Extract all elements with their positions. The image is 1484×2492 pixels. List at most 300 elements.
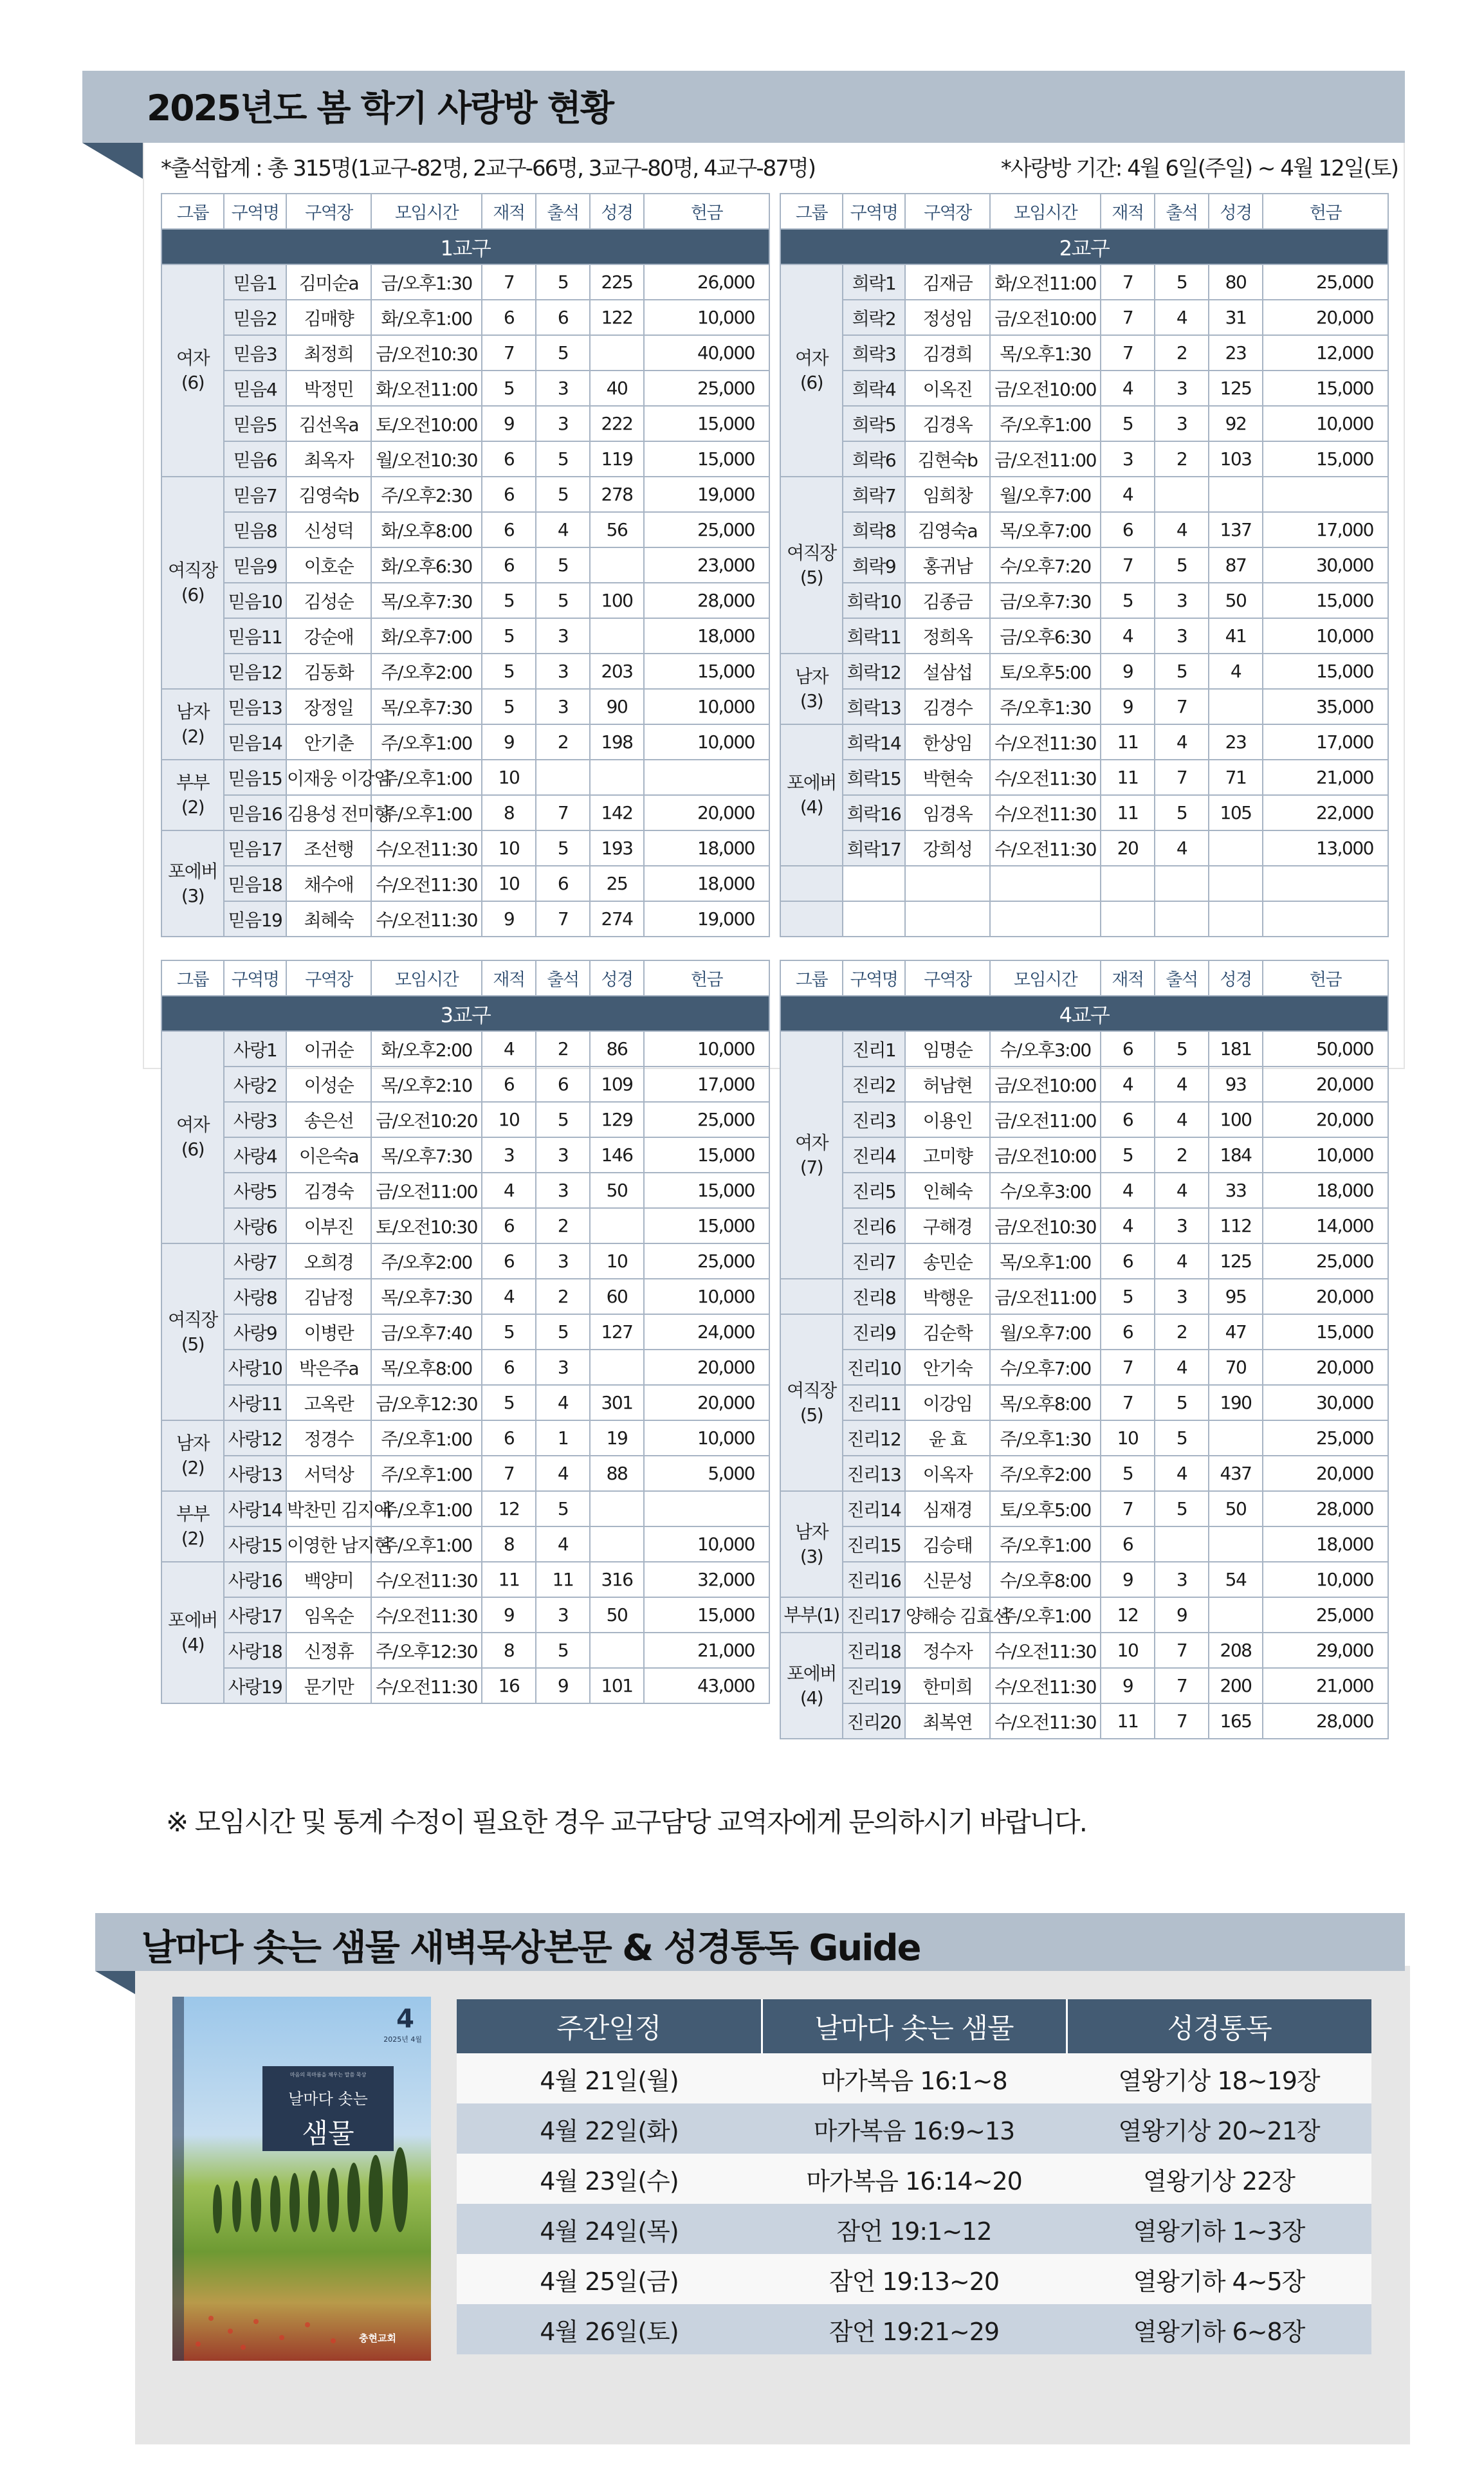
column-header: 그룹 bbox=[161, 960, 224, 996]
offering-amount: 25,000 bbox=[1263, 264, 1388, 300]
table-row bbox=[161, 1102, 769, 1137]
attendance-count: 7 bbox=[1155, 1668, 1209, 1703]
area-name: 진리2 bbox=[843, 1067, 905, 1102]
attendance-count: 5 bbox=[536, 335, 590, 371]
bible-count: 25 bbox=[590, 866, 644, 901]
table-row bbox=[161, 1633, 769, 1668]
offering-amount: 15,000 bbox=[644, 406, 769, 441]
guide-title: 날마다 솟는 샘물 새벽묵상본문 & 성경통독 Guide bbox=[142, 1927, 921, 1969]
enrolled-count: 9 bbox=[1101, 689, 1155, 724]
enrolled-count: 4 bbox=[1101, 371, 1155, 406]
enrolled-count: 8 bbox=[482, 1633, 536, 1668]
bible-count: 33 bbox=[1209, 1173, 1263, 1208]
leader-name: 신정휴 bbox=[286, 1633, 371, 1668]
column-header: 헌금 bbox=[644, 960, 769, 996]
area-name: 사랑7 bbox=[224, 1243, 286, 1279]
bible-count bbox=[590, 1491, 644, 1526]
meeting-time: 토/오후5:00 bbox=[990, 1491, 1101, 1526]
bible-count: 105 bbox=[1209, 795, 1263, 830]
offering-amount: 12,000 bbox=[1263, 335, 1388, 371]
meeting-time: 화/오전11:00 bbox=[990, 264, 1101, 300]
area-name: 사랑10 bbox=[224, 1350, 286, 1385]
area-name: 진리13 bbox=[843, 1456, 905, 1491]
attendance-count: 2 bbox=[536, 724, 590, 760]
offering-amount: 20,000 bbox=[1263, 1279, 1388, 1314]
leader-name: 박정민 bbox=[286, 371, 371, 406]
table-row bbox=[161, 1385, 769, 1420]
attendance-count: 5 bbox=[536, 1102, 590, 1137]
bible-count: 103 bbox=[1209, 441, 1263, 477]
bible-count: 31 bbox=[1209, 300, 1263, 335]
enrolled-count: 11 bbox=[1101, 1703, 1155, 1739]
area-name: 믿음1 bbox=[224, 264, 286, 300]
bible-count: 95 bbox=[1209, 1279, 1263, 1314]
church-logo: 충현교회 bbox=[359, 2332, 396, 2344]
enrolled-count: 6 bbox=[482, 512, 536, 547]
area-name: 진리5 bbox=[843, 1173, 905, 1208]
table-row bbox=[161, 264, 769, 300]
meeting-time: 주/오후1:30 bbox=[990, 689, 1101, 724]
leader-name: 강희성 bbox=[905, 830, 990, 866]
leader-name: 이영한 남지현 bbox=[286, 1526, 371, 1562]
group-label: 남자 (2) bbox=[161, 1420, 224, 1491]
offering-amount: 35,000 bbox=[1263, 689, 1388, 724]
attendance-count: 3 bbox=[1155, 1279, 1209, 1314]
meeting-time: 화/오후2:00 bbox=[371, 1031, 482, 1067]
attendance-count: 5 bbox=[536, 547, 590, 583]
empty-cell bbox=[990, 866, 1101, 901]
offering-amount: 17,000 bbox=[1263, 512, 1388, 547]
column-header: 구역장 bbox=[286, 960, 371, 996]
attendance-count: 3 bbox=[1155, 371, 1209, 406]
leader-name: 신성덕 bbox=[286, 512, 371, 547]
group-label: 포에버 (4) bbox=[161, 1562, 224, 1703]
table-row bbox=[780, 1067, 1388, 1102]
attendance-count: 4 bbox=[1155, 1067, 1209, 1102]
column-header: 모임시간 bbox=[371, 960, 482, 996]
leader-name: 안기숙 bbox=[905, 1350, 990, 1385]
area-name: 희락4 bbox=[843, 371, 905, 406]
enrolled-count: 9 bbox=[1101, 1668, 1155, 1703]
area-name: 진리9 bbox=[843, 1314, 905, 1350]
meeting-time: 금/오전10:00 bbox=[990, 300, 1101, 335]
area-name: 희락12 bbox=[843, 654, 905, 689]
leader-name: 김매향 bbox=[286, 300, 371, 335]
leader-name: 최정희 bbox=[286, 335, 371, 371]
enrolled-count: 5 bbox=[482, 618, 536, 654]
table-row bbox=[780, 1633, 1388, 1668]
leader-name: 한미희 bbox=[905, 1668, 990, 1703]
attendance-count: 5 bbox=[536, 1491, 590, 1526]
offering-amount: 18,000 bbox=[1263, 1173, 1388, 1208]
column-header: 구역장 bbox=[286, 194, 371, 229]
table-row bbox=[780, 1137, 1388, 1173]
guide-bible-reading: 열왕기상 20~21장 bbox=[1067, 2103, 1371, 2154]
area-name: 희락2 bbox=[843, 300, 905, 335]
area-name: 진리15 bbox=[843, 1526, 905, 1562]
table-row bbox=[161, 371, 769, 406]
table-row bbox=[161, 1350, 769, 1385]
table-row bbox=[780, 264, 1388, 300]
leader-name: 임희창 bbox=[905, 477, 990, 512]
empty-row bbox=[780, 901, 1388, 937]
meeting-time: 수/오전11:30 bbox=[371, 1562, 482, 1597]
bible-count: 203 bbox=[590, 654, 644, 689]
bible-count: 142 bbox=[590, 795, 644, 830]
leader-name: 김동화 bbox=[286, 654, 371, 689]
leader-name: 김재금 bbox=[905, 264, 990, 300]
bible-count: 137 bbox=[1209, 512, 1263, 547]
area-name: 믿음6 bbox=[224, 441, 286, 477]
bible-count: 301 bbox=[590, 1385, 644, 1420]
offering-amount: 15,000 bbox=[1263, 583, 1388, 618]
bible-count: 109 bbox=[590, 1067, 644, 1102]
empty-cell bbox=[1155, 866, 1209, 901]
leader-name: 김영숙a bbox=[905, 512, 990, 547]
guide-fold-decoration bbox=[95, 1971, 135, 1994]
table-row bbox=[161, 1491, 769, 1526]
attendance-count: 4 bbox=[536, 1385, 590, 1420]
meeting-time: 주/오후1:00 bbox=[371, 760, 482, 795]
leader-name: 임옥순 bbox=[286, 1597, 371, 1633]
offering-amount: 28,000 bbox=[1263, 1491, 1388, 1526]
meeting-time: 수/오후7:00 bbox=[990, 1350, 1101, 1385]
cover-title-line1: 날마다 솟는 bbox=[288, 2090, 368, 2108]
bible-count: 225 bbox=[590, 264, 644, 300]
empty-cell bbox=[780, 901, 843, 937]
parish-4-table bbox=[780, 960, 1389, 1739]
table-row bbox=[161, 618, 769, 654]
offering-amount: 50,000 bbox=[1263, 1031, 1388, 1067]
enrolled-count: 6 bbox=[1101, 512, 1155, 547]
table-row bbox=[161, 1420, 769, 1456]
column-header: 구역장 bbox=[905, 194, 990, 229]
enrolled-count: 6 bbox=[482, 1350, 536, 1385]
attendance-count: 2 bbox=[536, 1208, 590, 1243]
offering-amount: 29,000 bbox=[1263, 1633, 1388, 1668]
bible-count bbox=[590, 1350, 644, 1385]
column-header: 재적 bbox=[482, 194, 536, 229]
table-row bbox=[780, 1173, 1388, 1208]
offering-amount: 17,000 bbox=[1263, 724, 1388, 760]
attendance-count: 5 bbox=[536, 1314, 590, 1350]
guide-bible-reading: 열왕기상 18~19장 bbox=[1067, 2053, 1371, 2103]
attendance-count: 5 bbox=[1155, 1031, 1209, 1067]
bible-count: 198 bbox=[590, 724, 644, 760]
column-header: 모임시간 bbox=[371, 194, 482, 229]
attendance-count: 5 bbox=[1155, 547, 1209, 583]
column-header: 헌금 bbox=[1263, 194, 1388, 229]
bible-count: 88 bbox=[590, 1456, 644, 1491]
bible-count: 87 bbox=[1209, 547, 1263, 583]
leader-name: 이호순 bbox=[286, 547, 371, 583]
guide-devotional-passage: 마가복음 16:9~13 bbox=[762, 2103, 1067, 2154]
meeting-time: 주/오후1:30 bbox=[990, 1420, 1101, 1456]
area-name: 희락9 bbox=[843, 547, 905, 583]
group-label: 포에버 (4) bbox=[780, 1633, 843, 1739]
area-name: 사랑9 bbox=[224, 1314, 286, 1350]
cover-month: 4 bbox=[396, 2004, 414, 2034]
meeting-time: 목/오후7:30 bbox=[371, 689, 482, 724]
leader-name: 김순학 bbox=[905, 1314, 990, 1350]
attendance-count: 3 bbox=[536, 654, 590, 689]
bible-count bbox=[1209, 1597, 1263, 1633]
meeting-time: 주/오후2:00 bbox=[990, 1456, 1101, 1491]
offering-amount: 20,000 bbox=[644, 795, 769, 830]
meeting-time: 목/오후8:00 bbox=[990, 1385, 1101, 1420]
bible-count: 50 bbox=[1209, 583, 1263, 618]
enrolled-count: 6 bbox=[1101, 1243, 1155, 1279]
bible-count: 50 bbox=[590, 1597, 644, 1633]
table-row bbox=[780, 371, 1388, 406]
empty-cell bbox=[1263, 866, 1388, 901]
attendance-count: 5 bbox=[1155, 1385, 1209, 1420]
enrolled-count: 12 bbox=[1101, 1597, 1155, 1633]
parish-name: 1교구 bbox=[161, 229, 769, 264]
offering-amount: 15,000 bbox=[644, 654, 769, 689]
area-name: 사랑5 bbox=[224, 1173, 286, 1208]
bible-count: 4 bbox=[1209, 654, 1263, 689]
leader-name: 김영숙b bbox=[286, 477, 371, 512]
area-name: 믿음11 bbox=[224, 618, 286, 654]
attendance-count: 3 bbox=[1155, 583, 1209, 618]
offering-amount: 25,000 bbox=[644, 371, 769, 406]
leader-name: 신문성 bbox=[905, 1562, 990, 1597]
enrolled-count: 7 bbox=[482, 1456, 536, 1491]
area-name: 믿음18 bbox=[224, 866, 286, 901]
guide-devotional-passage: 잠언 19:21~29 bbox=[762, 2304, 1067, 2354]
offering-amount: 14,000 bbox=[1263, 1208, 1388, 1243]
meeting-time: 수/오전11:30 bbox=[371, 901, 482, 937]
leader-name: 이부진 bbox=[286, 1208, 371, 1243]
meeting-time: 주/오후1:00 bbox=[990, 406, 1101, 441]
meeting-time: 금/오전11:00 bbox=[990, 441, 1101, 477]
enrolled-count: 5 bbox=[1101, 1137, 1155, 1173]
offering-amount: 15,000 bbox=[644, 1137, 769, 1173]
leader-name: 안기춘 bbox=[286, 724, 371, 760]
cover-tagline: 마음의 목마름을 채우는 말씀 묵상 bbox=[289, 2072, 367, 2078]
group-label: 남자 (2) bbox=[161, 689, 224, 760]
attendance-count: 2 bbox=[1155, 441, 1209, 477]
offering-amount: 15,000 bbox=[1263, 1314, 1388, 1350]
area-name: 사랑13 bbox=[224, 1456, 286, 1491]
group-label: 여직장 (6) bbox=[161, 477, 224, 689]
offering-amount: 18,000 bbox=[1263, 1526, 1388, 1562]
enrolled-count: 10 bbox=[482, 866, 536, 901]
attendance-count: 5 bbox=[536, 1633, 590, 1668]
bible-count: 80 bbox=[1209, 264, 1263, 300]
attendance-count: 3 bbox=[536, 371, 590, 406]
offering-amount: 25,000 bbox=[1263, 1420, 1388, 1456]
column-header: 출석 bbox=[536, 194, 590, 229]
area-name: 진리1 bbox=[843, 1031, 905, 1067]
meeting-time: 금/오후7:40 bbox=[371, 1314, 482, 1350]
group-label: 포에버 (3) bbox=[161, 830, 224, 937]
guide-date: 4월 26일(토) bbox=[457, 2304, 762, 2354]
table-row bbox=[780, 1279, 1388, 1314]
offering-amount: 10,000 bbox=[644, 1031, 769, 1067]
leader-name: 이귀순 bbox=[286, 1031, 371, 1067]
guide-header bbox=[95, 1913, 1405, 1971]
meeting-time: 목/오후2:10 bbox=[371, 1067, 482, 1102]
guide-date: 4월 25일(금) bbox=[457, 2254, 762, 2304]
area-name: 사랑11 bbox=[224, 1385, 286, 1420]
parish-name: 3교구 bbox=[161, 996, 769, 1031]
bible-count: 50 bbox=[1209, 1491, 1263, 1526]
table-row bbox=[161, 866, 769, 901]
leader-name: 정수자 bbox=[905, 1633, 990, 1668]
leader-name: 구해경 bbox=[905, 1208, 990, 1243]
group-label: 여직장 (5) bbox=[780, 477, 843, 654]
cypress-trees-illustration bbox=[172, 1997, 431, 2361]
area-name: 희락8 bbox=[843, 512, 905, 547]
area-name: 사랑3 bbox=[224, 1102, 286, 1137]
table-row bbox=[780, 1314, 1388, 1350]
leader-name: 이옥자 bbox=[905, 1456, 990, 1491]
guide-col-bible-reading: 성경통독 bbox=[1067, 1999, 1371, 2053]
group-label bbox=[780, 1279, 843, 1314]
empty-cell bbox=[905, 901, 990, 937]
leader-name: 고미향 bbox=[905, 1137, 990, 1173]
leader-name: 이옥진 bbox=[905, 371, 990, 406]
table-row bbox=[780, 1208, 1388, 1243]
table-row bbox=[161, 1173, 769, 1208]
meeting-time: 금/오후7:30 bbox=[990, 583, 1101, 618]
table-row bbox=[780, 1031, 1388, 1067]
bible-count: 92 bbox=[1209, 406, 1263, 441]
area-name: 희락7 bbox=[843, 477, 905, 512]
area-name: 믿음14 bbox=[224, 724, 286, 760]
area-name: 사랑15 bbox=[224, 1526, 286, 1562]
meeting-time: 월/오전10:30 bbox=[371, 441, 482, 477]
table-header-row bbox=[161, 194, 769, 229]
offering-amount: 10,000 bbox=[644, 724, 769, 760]
attendance-count: 4 bbox=[1155, 1102, 1209, 1137]
enrolled-count: 11 bbox=[1101, 724, 1155, 760]
group-label: 여직장 (5) bbox=[161, 1243, 224, 1420]
area-name: 믿음19 bbox=[224, 901, 286, 937]
offering-amount: 25,000 bbox=[1263, 1597, 1388, 1633]
meeting-time: 금/오전10:00 bbox=[990, 1137, 1101, 1173]
bible-count: 47 bbox=[1209, 1314, 1263, 1350]
attendance-count: 6 bbox=[536, 1067, 590, 1102]
area-name: 진리7 bbox=[843, 1243, 905, 1279]
offering-amount: 25,000 bbox=[644, 1243, 769, 1279]
attendance-count: 4 bbox=[536, 1456, 590, 1491]
table-row bbox=[161, 1597, 769, 1633]
meeting-time: 화/오전11:00 bbox=[371, 371, 482, 406]
meeting-time: 목/오후7:30 bbox=[371, 1137, 482, 1173]
enrolled-count: 6 bbox=[1101, 1314, 1155, 1350]
guide-date: 4월 23일(수) bbox=[457, 2154, 762, 2204]
table-row bbox=[161, 406, 769, 441]
area-name: 진리12 bbox=[843, 1420, 905, 1456]
table-row bbox=[780, 583, 1388, 618]
offering-amount: 15,000 bbox=[1263, 371, 1388, 406]
table-row bbox=[161, 477, 769, 512]
meeting-time: 목/오후7:30 bbox=[371, 583, 482, 618]
attendance-count: 5 bbox=[1155, 1491, 1209, 1526]
bible-count: 54 bbox=[1209, 1562, 1263, 1597]
attendance-count: 4 bbox=[1155, 1456, 1209, 1491]
meeting-time: 수/오전11:30 bbox=[990, 1668, 1101, 1703]
table-row bbox=[161, 760, 769, 795]
area-name: 믿음12 bbox=[224, 654, 286, 689]
meeting-time: 금/오전10:30 bbox=[371, 335, 482, 371]
attendance-count: 5 bbox=[1155, 654, 1209, 689]
meeting-time: 수/오후7:20 bbox=[990, 547, 1101, 583]
bible-count: 278 bbox=[590, 477, 644, 512]
area-name: 사랑6 bbox=[224, 1208, 286, 1243]
guide-col-devotional: 날마다 솟는 샘물 bbox=[762, 1999, 1067, 2053]
enrolled-count: 9 bbox=[1101, 1562, 1155, 1597]
group-label: 여자 (6) bbox=[780, 264, 843, 477]
guide-devotional-passage: 잠언 19:13~20 bbox=[762, 2254, 1067, 2304]
attendance-summary: *출석합계 : 총 315명(1교구-82명, 2교구-66명, 3교구-80명, 4교구-87명) bbox=[161, 156, 815, 181]
page-title: 2025년도 봄 학기 사랑방 현황 bbox=[147, 87, 613, 129]
attendance-count: 4 bbox=[1155, 1243, 1209, 1279]
meeting-time: 주/오후12:30 bbox=[371, 1633, 482, 1668]
enrolled-count: 8 bbox=[482, 795, 536, 830]
column-header: 모임시간 bbox=[990, 194, 1101, 229]
attendance-count: 9 bbox=[536, 1668, 590, 1703]
meeting-time: 주/오후2:00 bbox=[371, 1243, 482, 1279]
table-row bbox=[161, 1031, 769, 1067]
guide-table bbox=[457, 1999, 1371, 2354]
enrolled-count: 10 bbox=[482, 760, 536, 795]
leader-name: 인혜숙 bbox=[905, 1173, 990, 1208]
table-row bbox=[161, 441, 769, 477]
table-row bbox=[780, 300, 1388, 335]
attendance-count: 6 bbox=[536, 866, 590, 901]
bible-count bbox=[1209, 1526, 1263, 1562]
table-row bbox=[161, 1243, 769, 1279]
bible-count: 129 bbox=[590, 1102, 644, 1137]
guide-bible-reading: 열왕기상 22장 bbox=[1067, 2154, 1371, 2204]
bible-count: 71 bbox=[1209, 760, 1263, 795]
leader-name: 김용성 전미향 bbox=[286, 795, 371, 830]
bible-count: 86 bbox=[590, 1031, 644, 1067]
attendance-count: 3 bbox=[536, 1137, 590, 1173]
area-name: 진리3 bbox=[843, 1102, 905, 1137]
bible-count: 316 bbox=[590, 1562, 644, 1597]
leader-name: 강순애 bbox=[286, 618, 371, 654]
guide-devotional-passage: 마가복음 16:1~8 bbox=[762, 2053, 1067, 2103]
attendance-count: 3 bbox=[1155, 1562, 1209, 1597]
parish-band bbox=[161, 229, 769, 264]
column-header: 그룹 bbox=[780, 194, 843, 229]
enrolled-count: 5 bbox=[482, 371, 536, 406]
offering-amount: 20,000 bbox=[644, 1385, 769, 1420]
bible-count: 56 bbox=[590, 512, 644, 547]
guide-date: 4월 21일(월) bbox=[457, 2053, 762, 2103]
bible-count bbox=[590, 335, 644, 371]
enrolled-count: 9 bbox=[1101, 654, 1155, 689]
bible-count: 119 bbox=[590, 441, 644, 477]
column-header: 재적 bbox=[482, 960, 536, 996]
bible-count bbox=[590, 547, 644, 583]
offering-amount: 19,000 bbox=[644, 477, 769, 512]
offering-amount: 20,000 bbox=[1263, 1067, 1388, 1102]
meeting-time: 목/오후1:00 bbox=[990, 1243, 1101, 1279]
offering-amount: 15,000 bbox=[1263, 441, 1388, 477]
guide-bible-reading: 열왕기하 4~5장 bbox=[1067, 2254, 1371, 2304]
enrolled-count: 6 bbox=[482, 441, 536, 477]
area-name: 희락13 bbox=[843, 689, 905, 724]
enrolled-count: 6 bbox=[482, 1067, 536, 1102]
meeting-time: 수/오전11:30 bbox=[990, 1703, 1101, 1739]
area-name: 믿음10 bbox=[224, 583, 286, 618]
